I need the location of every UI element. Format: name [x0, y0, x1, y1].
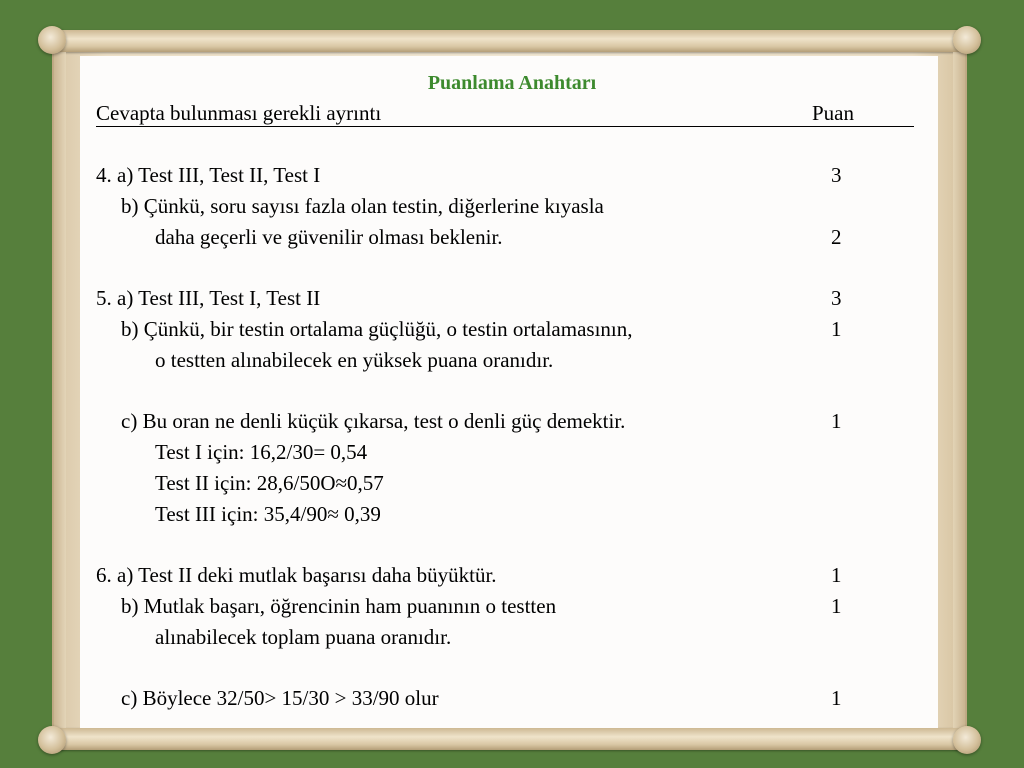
answer-score: 2 — [831, 225, 842, 249]
answer-line: 4. a) Test III, Test II, Test I — [96, 163, 321, 187]
answer-score: 3 — [831, 286, 842, 310]
answer-score: 1 — [831, 409, 842, 433]
answer-line: 6. a) Test II deki mutlak başarısı daha büyüktür. — [96, 563, 497, 587]
answer-line: alınabilecek toplam puana oranıdır. — [155, 625, 452, 649]
scroll-curl-icon — [953, 726, 981, 754]
table-header — [96, 100, 914, 127]
scroll-left-edge — [52, 52, 66, 728]
scroll-curl-icon — [38, 726, 66, 754]
detail-column-header: Cevapta bulunması gerekli ayrıntı — [96, 101, 382, 125]
answer-line: c) Bu oran ne denli küçük çıkarsa, test o denli güç demektir. — [121, 409, 626, 433]
answer-score: 1 — [831, 563, 842, 587]
scroll-bottom-roll — [46, 728, 973, 750]
answer-line: o testten alınabilecek en yüksek puana oranıdır. — [155, 348, 554, 372]
answer-score: 1 — [831, 594, 842, 618]
scroll-curl-icon — [38, 26, 66, 54]
answer-line: Test II için: 28,6/50O≈0,57 — [155, 471, 384, 495]
answer-line: Test III için: 35,4/90≈ 0,39 — [155, 502, 381, 526]
answer-line: b) Çünkü, bir testin ortalama güçlüğü, o testin ortalamasının, — [121, 317, 633, 341]
scroll-right-edge — [953, 52, 967, 728]
answer-line: b) Mutlak başarı, öğrencinin ham puanının o testten — [121, 594, 557, 618]
score-column-header: Puan — [812, 101, 854, 125]
scroll-top-roll — [46, 30, 973, 52]
answer-score: 1 — [831, 317, 842, 341]
answer-score: 1 — [831, 686, 842, 710]
slide-title: Puanlama Anahtarı — [427, 72, 597, 94]
answer-line: 5. a) Test III, Test I, Test II — [96, 286, 321, 310]
answer-line: b) Çünkü, soru sayısı fazla olan testin, diğerlerine kıyasla — [121, 194, 604, 218]
answer-line: Test I için: 16,2/30= 0,54 — [155, 440, 368, 464]
answer-score: 3 — [831, 163, 842, 187]
answer-line: c) Böylece 32/50> 15/30 > 33/90 olur — [121, 686, 439, 710]
answer-line: daha geçerli ve güvenilir olması beklenir. — [155, 225, 503, 249]
scroll-curl-icon — [953, 26, 981, 54]
